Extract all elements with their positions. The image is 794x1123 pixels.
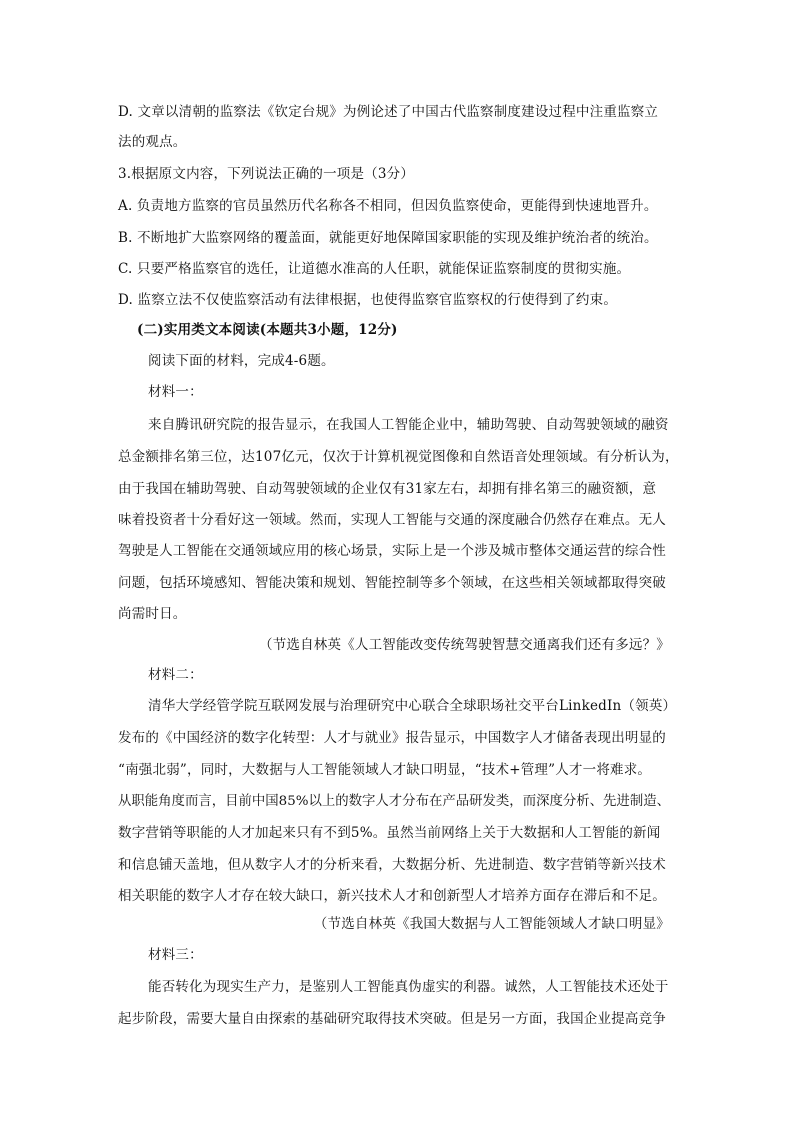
material-3-line-2: 起步阶段，需要大量自由探索的基础研究取得技术突破。但是另一方面，我国企业提高竞争 (118, 1011, 666, 1027)
material-3-label: 材料三： (148, 947, 203, 963)
option-a: A. 负责地方监察的官员虽然历代名称各不相同，但因负监察使命，更能得到快速地晋升。 (118, 198, 658, 214)
option-d-line-2: 法的观点。 (118, 134, 187, 150)
section-heading: (二)实用类文本阅读(本题共3小题，12分) (137, 322, 398, 338)
material-1-line-7: 尚需时日。 (118, 606, 187, 622)
material-2-line-7: 相关职能的数字人才存在较大缺口，新兴技术人才和创新型人才培养方面存在滞后和不足。 (118, 888, 666, 904)
material-1-line-2: 总金额排名第三位，达107亿元，仅次于计算机视觉图像和自然语音处理领域。有分析认为， (118, 449, 679, 465)
material-1-line-6: 问题，包括环境感知、智能决策和规划、智能控制等多个领域，在这些相关领域都取得突破 (118, 575, 666, 591)
material-2-line-3: “南强北弱”，同时，大数据与人工智能领域人才缺口明显，“技术+管理”人才一将难求。 (118, 762, 652, 778)
material-1-source: （节选自林英《人工智能改变传统驾驶智慧交通离我们还有多远？》 (259, 637, 670, 653)
option-d-line-1: D. 文章以清朝的监察法《钦定台规》为例论述了中国古代监察制度建设过程中注重监察立 (118, 104, 659, 120)
instructions: 阅读下面的材料，完成4-6题。 (148, 353, 335, 369)
material-2-label: 材料二： (148, 667, 203, 683)
question-3: 3.根据原文内容，下列说法正确的一项是（3分） (118, 166, 415, 182)
material-3-line-1: 能否转化为现实生产力，是鉴别人工智能真伪虚实的利器。诚然，人工智能技术还处于 (148, 979, 669, 995)
material-1-label: 材料一： (148, 384, 203, 400)
material-2-line-6: 和信息铺天盖地，但从数字人才的分析来看，大数据分析、先进制造、数字营销等新兴技术 (118, 857, 666, 873)
material-2-line-4: 从职能角度而言，目前中国85%以上的数字人才分布在产品研发类，而深度分析、先进制造、 (118, 794, 670, 809)
material-2-source: （节选自林英《我国大数据与人工智能领域人才缺口明显》 (313, 916, 670, 932)
material-2-line-5: 数字营销等职能的人才加起来只有不到5%。虽然当前网络上关于大数据和人工智能的新闻 (118, 825, 661, 841)
option-d: D. 监察立法不仅使监察活动有法律根据，也使得监察官监察权的行使得到了约束。 (118, 292, 618, 308)
material-1-line-3: 由于我国在辅助驾驶、自动驾驶领域的企业仅有31家左右，却拥有排名第三的融资额，意 (118, 481, 657, 497)
material-1-line-5: 驾驶是人工智能在交通领域应用的核心场景，实际上是一个涉及城市整体交通运营的综合性 (118, 543, 666, 559)
material-2-line-2: 发布的《中国经济的数字化转型：人才与就业》报告显示，中国数字人才储备表现出明显的 (118, 730, 666, 746)
material-1-line-4: 味着投资者十分看好这一领域。然而，实现人工智能与交通的深度融合仍然存在难点。无人 (118, 512, 666, 528)
material-2-line-1: 清华大学经管学院互联网发展与治理研究中心联合全球职场社交平台LinkedIn（领英） (148, 698, 677, 714)
material-1-line-1: 来自腾讯研究院的报告显示，在我国人工智能企业中，辅助驾驶、自动驾驶领域的融资 (148, 417, 669, 433)
option-b: B. 不断地扩大监察网络的覆盖面，就能更好地保障国家职能的实现及维护统治者的统治。 (118, 230, 658, 246)
option-c: C. 只要严格监察官的选任，让道德水准高的人任职，就能保证监察制度的贯彻实施。 (118, 261, 631, 277)
